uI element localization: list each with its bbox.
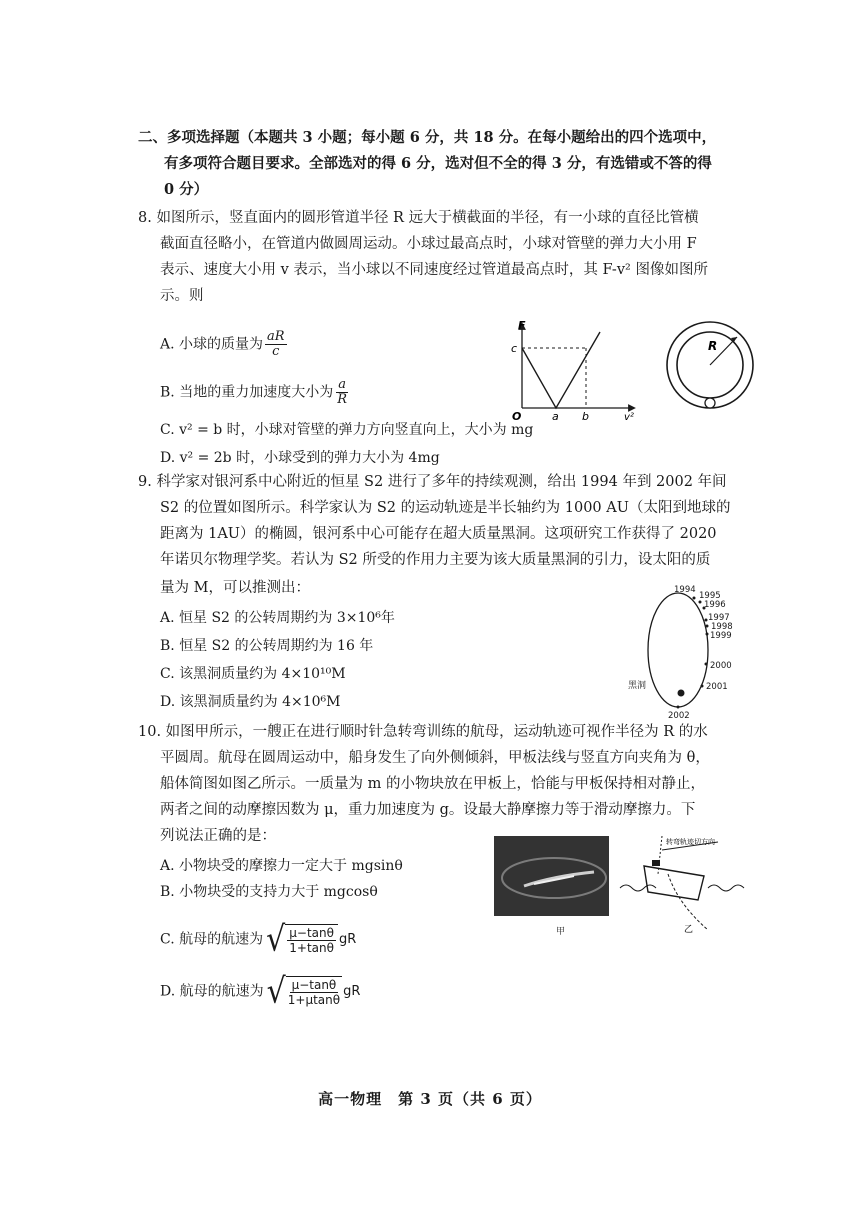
graph-v-curve xyxy=(522,332,600,408)
q10-option-d xyxy=(160,970,361,1012)
q9-option-d: D. 该黑洞质量约为 4×10⁶M xyxy=(160,694,341,710)
q10-option-d-den: 1+μtanθ xyxy=(287,993,341,1007)
fig-yi-caption: 乙 xyxy=(684,925,694,934)
q10-option-c-num: μ−tanθ xyxy=(289,926,334,940)
q10-stem-line5: 列说法正确的是： xyxy=(160,828,276,844)
q9-stem-line3: 距离为 1AU）的椭圆，银河系中心可能存在超大质量黑洞。这项研究工作获得了 2020 xyxy=(160,526,717,542)
q9-option-b: B. 恒星 S2 的公转周期约为 16 年 xyxy=(160,638,374,654)
q8-option-b xyxy=(160,378,349,407)
q10-option-c-text: C. 航母的航速为 xyxy=(160,931,264,948)
ship-hull xyxy=(644,866,704,900)
graph-label-a: a xyxy=(552,410,559,422)
q8-option-b-den: R xyxy=(337,392,347,407)
q10-option-d-text: D. 航母的航速为 xyxy=(160,983,264,1000)
q9-option-a: A. 恒星 S2 的公转周期约为 3×10⁶年 xyxy=(160,610,395,626)
q10-stem-line2: 平圆周。航母在圆周运动中，船身发生了向外侧倾斜，甲板法线与竖直方向夹角为 θ， xyxy=(160,750,710,766)
orbit-year-1999: 1999 xyxy=(710,631,732,641)
graph-label-origin: O xyxy=(512,410,522,422)
q8-ring-diagram xyxy=(664,318,758,414)
q8-option-b-fraction xyxy=(335,378,349,407)
carrier-photo-art xyxy=(494,836,609,916)
q8-stem-line4: 示。则 xyxy=(160,288,204,304)
q9-stem-line2: S2 的位置如图所示。科学家认为 S2 的运动轨迹是半长轴约为 1000 AU（太阳到地球的 xyxy=(160,500,731,516)
graph-label-c: c xyxy=(511,342,518,355)
black-hole-dot xyxy=(678,690,685,697)
orbit-black-hole-label: 黑洞 xyxy=(628,681,647,691)
q8-stem-line2: 截面直径略小，在管道内做圆周运动。小球过最高点时，小球对管壁的弹力大小用 F xyxy=(160,236,697,252)
q8-stem-line1: 8. 如图所示，竖直面内的圆形管道半径 R 远大于横截面的半径，有一小球的直径比管横 xyxy=(138,210,699,226)
q9-stem-line5: 量为 M，可以推测出： xyxy=(160,580,310,596)
orbit-year-2001: 2001 xyxy=(706,682,728,692)
q10-ship-diagram xyxy=(618,830,748,934)
q10-option-c xyxy=(160,918,357,960)
q9-stem-line4: 年诺贝尔物理学奖。若认为 S2 所受的作用力主要为该大质量黑洞的引力，设太阳的质 xyxy=(160,552,711,568)
orbit-year-1998: 1998 xyxy=(711,622,733,632)
q9-option-c: C. 该黑洞质量约为 4×10¹⁰M xyxy=(160,666,346,682)
q9-orbit-diagram xyxy=(622,580,738,720)
section-title-line3: 0 分） xyxy=(164,181,209,198)
q8-stem-line3: 表示、速度大小用 v 表示，当小球以不同速度经过管道最高点时，其 F-v² 图像如图所 xyxy=(160,262,708,278)
q8-option-a-num: aR xyxy=(267,329,285,344)
q10-stem-line4: 两者之间的动摩擦因数为 μ，重力加速度为 g。设最大静摩擦力等于滑动摩擦力。下 xyxy=(160,802,696,818)
q10-option-b: B. 小物块受的支持力大于 mgcosθ xyxy=(160,884,378,900)
q8-f-v2-graph xyxy=(506,316,642,422)
q8-option-b-num: a xyxy=(338,377,346,392)
q8-option-d: D. v² = 2b 时，小球受到的弹力大小为 4mg xyxy=(160,450,440,466)
page-footer: 高一物理 第 3 页（共 6 页） xyxy=(318,1090,542,1108)
q10-option-d-gr: gR xyxy=(343,983,361,999)
ring-label-r: R xyxy=(708,339,718,353)
q10-option-d-num: μ−tanθ xyxy=(291,978,337,992)
ring-ball xyxy=(705,398,715,408)
orbit-ellipse xyxy=(648,593,708,707)
q10-stem-line1: 10. 如图甲所示，一艘正在进行顺时针急转弯训练的航母，运动轨迹可视作半径为 R 的水 xyxy=(138,724,708,740)
graph-label-b: b xyxy=(582,410,589,422)
section-title-line1: 二、多项选择题（本题共 3 小题；每小题 6 分，共 18 分。在每小题给出的四个选项中， xyxy=(138,129,717,146)
q8-option-a-fraction xyxy=(265,330,287,359)
q10-fig-jia-caption: 甲 xyxy=(556,927,566,937)
q10-option-a: A. 小物块受的摩擦力一定大于 mgsinθ xyxy=(160,858,403,874)
block-on-deck xyxy=(652,860,660,866)
q10-option-c-den: 1+tanθ xyxy=(289,941,334,955)
orbit-year-2000: 2000 xyxy=(710,661,732,671)
q10-stem-line3: 船体简图如图乙所示。一质量为 m 的小物块放在甲板上，恰能与甲板保持相对静止， xyxy=(160,776,705,792)
orbit-year-1997: 1997 xyxy=(708,613,730,623)
q10-option-c-sqrt: √ $\frac{\mu-\tan\theta}{1+\tan\theta}$ gR xyxy=(266,918,357,960)
orbit-year-1994: 1994 xyxy=(674,585,696,595)
q8-option-c: C. v² = b 时，小球对管壁的弹力方向竖直向上，大小为 mg xyxy=(160,422,534,438)
fig-yi-note: 转弯轨迹切方向 xyxy=(666,838,715,846)
graph-label-v2: v² xyxy=(624,412,634,422)
orbit-year-1995: 1995 xyxy=(699,591,721,601)
q8-option-a-den: c xyxy=(272,344,280,359)
graph-label-f: F xyxy=(518,319,526,332)
q8-option-a-text: A. 小球的质量为 xyxy=(160,336,264,353)
orbit-year-2002: 2002 xyxy=(668,711,690,720)
q8-option-a xyxy=(160,330,287,359)
q10-option-c-gr: gR xyxy=(338,931,357,947)
q9-stem-line1: 9. 科学家对银河系中心附近的恒星 S2 进行了多年的持续观测，给出 1994 年到 2002 年间 xyxy=(138,474,727,490)
section-title-line2: 有多项符合题目要求。全部选对的得 6 分，选对但不全的得 3 分，有选错或不答的得 xyxy=(164,155,712,172)
q8-option-b-text: B. 当地的重力加速度大小为 xyxy=(160,384,334,401)
q10-option-d-sqrt: √ $\frac{\mu-\tan\theta}{1+\mu\tan\theta}$ gR xyxy=(266,970,361,1012)
q10-carrier-photo xyxy=(494,836,609,916)
orbit-year-1996: 1996 xyxy=(704,600,726,610)
